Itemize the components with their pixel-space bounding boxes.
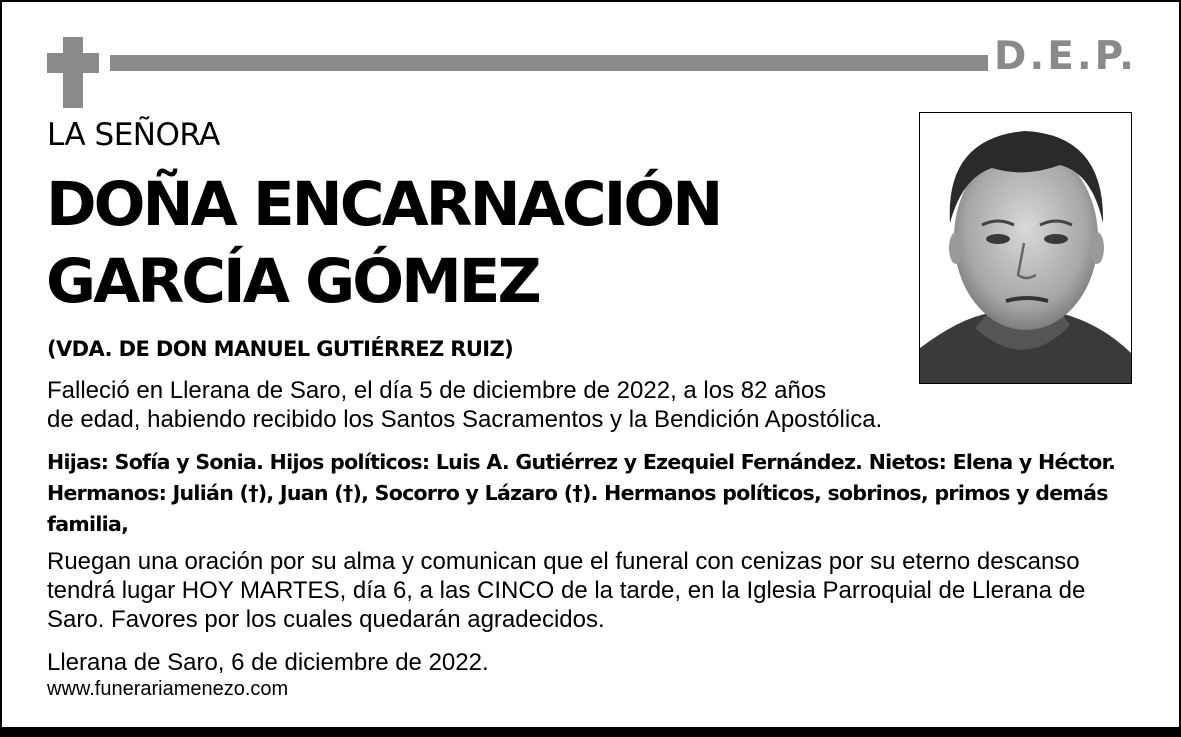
funeral-line-1: Ruegan una oración por su alma y comunican que el funeral con cenizas por su eterno descanso [47,548,1080,575]
place-date: Llerana de Saro, 6 de diciembre de 2022. [47,649,489,676]
death-line-1: Falleció en Llerana de Saro, el día 5 de diciembre de 2022, a los 82 años [47,377,827,404]
family-line-3: familia, [47,512,129,536]
funeral-line-3: Saro. Favores por los cuales quedarán agradecidos. [47,606,605,633]
family-paragraph [47,447,1137,540]
header-rule [110,55,988,71]
dep-badge: D.E.P. [994,34,1137,79]
deceased-name [46,166,720,320]
funeral-line-2: tendrá lugar HOY MARTES, día 6, a las CINCO de la tarde, en la Iglesia Parroquial de Llerana de [47,577,1086,604]
widow-of-line: (VDA. DE DON MANUEL GUTIÉRREZ RUIZ) [47,337,514,361]
honorific-label: LA SEÑORA [47,117,220,153]
name-line-2: GARCÍA GÓMEZ [46,246,539,317]
website-link[interactable]: www.funerariamenezo.com [47,678,289,700]
death-paragraph [47,376,882,434]
family-line-1: Hijas: Sofía y Sonia. Hijos políticos: Luis A. Gutiérrez y Ezequiel Fernández. Nietos: Elena y Héctor. [47,450,1116,474]
funeral-paragraph [47,547,1085,634]
family-line-2: Hermanos: Julián (†), Juan (†), Socorro y Lázaro (†). Hermanos políticos, sobrinos, primos y demás [47,481,1108,505]
portrait-photo [919,112,1132,384]
death-line-2: de edad, habiendo recibido los Santos Sacramentos y la Bendición Apostólica. [47,406,883,433]
name-line-1: DOÑA ENCARNACIÓN [46,169,721,240]
